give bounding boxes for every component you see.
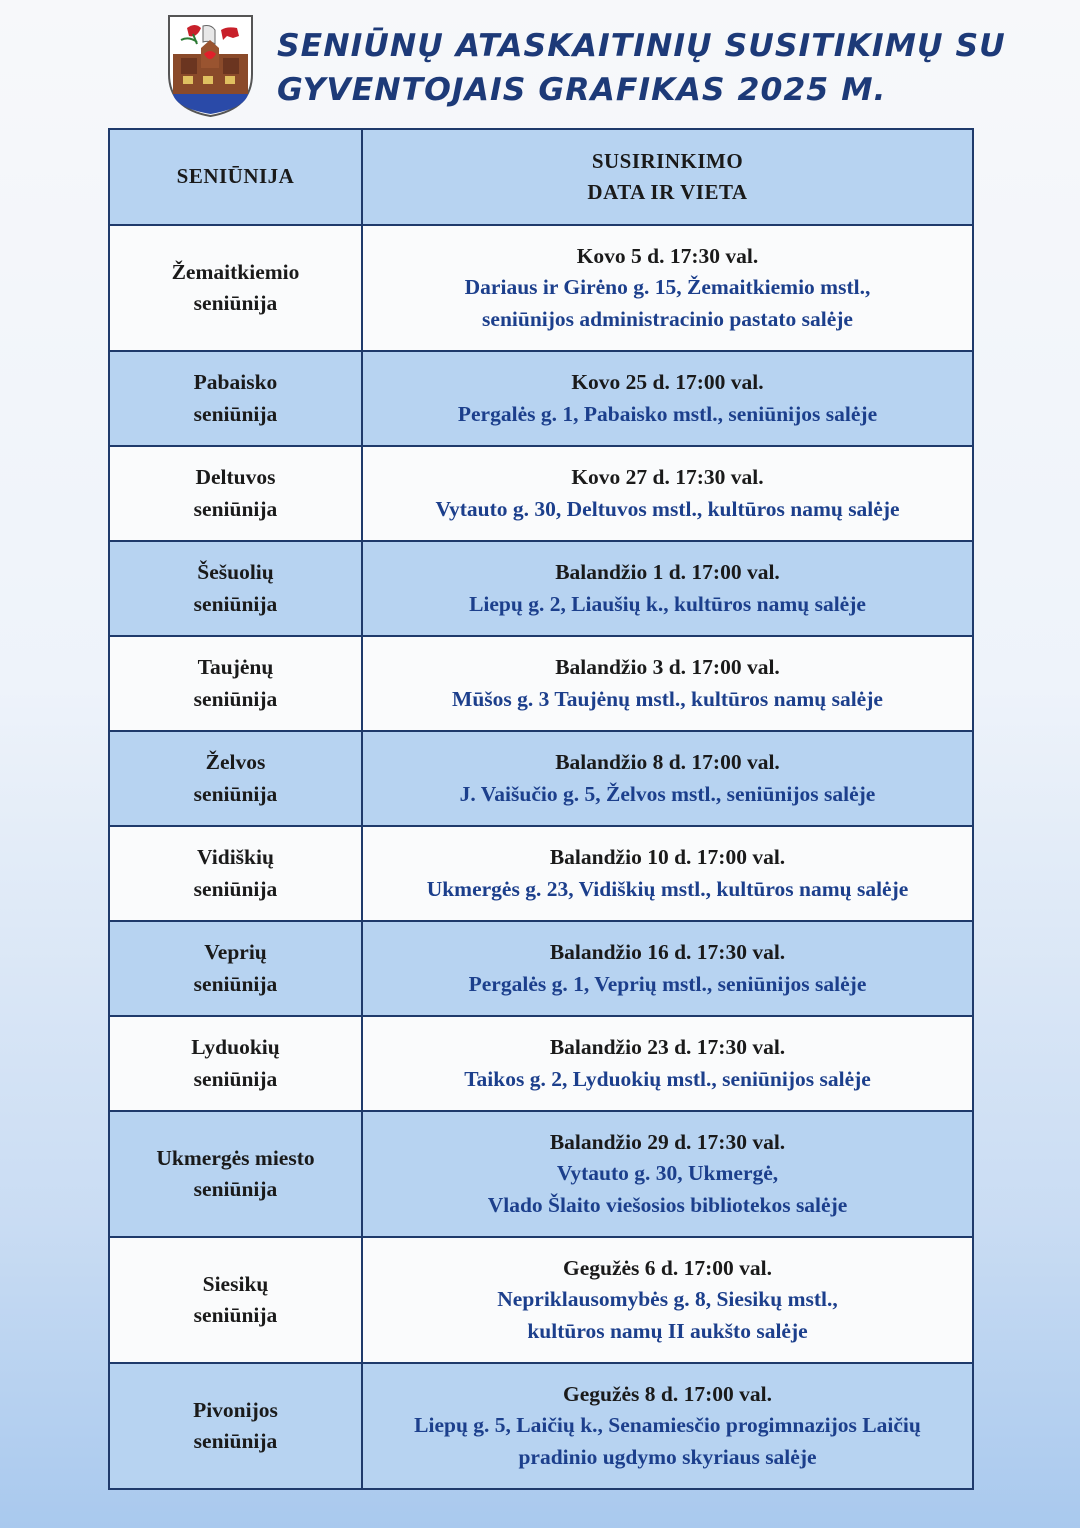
title-line-1: SENIŪNŲ ATASKAITINIŲ SUSITIKIMŲ SU (277, 28, 1006, 64)
meeting-place-line: Dariaus ir Girėno g. 15, Žemaitkiemio mstl., (464, 275, 871, 300)
meeting-place (363, 1158, 972, 1221)
meeting-date: Balandžio 8 d. 17:00 val. (555, 750, 780, 774)
table-header-row (109, 129, 973, 225)
meeting-place-line: Taikos g. 2, Lyduokių mstl., seniūnijos salėje (464, 1066, 871, 1091)
ward-suffix: seniūnija (193, 401, 278, 426)
table-row (109, 541, 973, 636)
meeting-place (363, 272, 972, 335)
meeting-place-line: Liepų g. 5, Laičių k., Senamiesčio progimnazijos Laičių (414, 1413, 921, 1438)
ward-name: Veprių (204, 940, 267, 964)
meeting-place-line: Vytauto g. 30, Ukmergė, (556, 1161, 779, 1186)
ward-cell (109, 351, 362, 446)
meeting-place (363, 589, 972, 621)
ward-cell (109, 636, 362, 731)
meeting-place (363, 684, 972, 716)
meeting-date: Gegužės 8 d. 17:00 val. (562, 1381, 773, 1406)
meeting-cell (362, 1111, 973, 1237)
meeting-cell (362, 921, 973, 1016)
table-row (109, 1363, 973, 1489)
ward-name: Vidiškių (197, 845, 274, 869)
meeting-cell (362, 225, 973, 351)
meeting-place (363, 874, 972, 906)
ward-cell (109, 1237, 362, 1363)
meeting-place-line: Pergalės g. 1, Pabaisko mstl., seniūnijos salėje (457, 401, 878, 426)
table-row (109, 1237, 973, 1363)
table-row (109, 731, 973, 826)
ward-name: Žemaitkiemio (171, 259, 300, 284)
meeting-date: Kovo 27 d. 17:30 val. (571, 465, 764, 489)
ward-suffix: seniūnija (193, 291, 278, 315)
ward-name: Lyduokių (191, 1035, 280, 1059)
table-row (109, 446, 973, 541)
ward-name: Šešuolių (197, 560, 274, 584)
meeting-place (363, 399, 972, 431)
ward-cell (109, 225, 362, 351)
ward-suffix: seniūnija (193, 686, 278, 711)
ward-suffix: seniūnija (193, 591, 278, 616)
meeting-cell (362, 1016, 973, 1111)
ward-cell (109, 921, 362, 1016)
schedule-table (108, 128, 974, 1490)
page-title (277, 24, 1006, 112)
meeting-place-line: Pergalės g. 1, Veprių mstl., seniūnijos salėje (468, 971, 867, 996)
meeting-place (363, 1064, 972, 1096)
table-row (109, 1111, 973, 1237)
header-date-place-line-1: SUSIRINKIMO (591, 148, 744, 173)
ward-suffix: seniūnija (193, 876, 278, 901)
ward-suffix: seniūnija (193, 1177, 278, 1201)
ward-suffix: seniūnija (193, 496, 278, 521)
table-row (109, 351, 973, 446)
title-line-2: GYVENTOJAIS GRAFIKAS 2025 M. (277, 72, 887, 108)
header (0, 0, 1080, 128)
ward-suffix: seniūnija (193, 1429, 278, 1453)
ward-name: Ukmergės miesto (156, 1145, 315, 1170)
meeting-place (363, 494, 972, 526)
ward-suffix: seniūnija (193, 1066, 278, 1091)
coat-of-arms-icon (167, 14, 254, 118)
meeting-place-line: Nepriklausomybės g. 8, Siesikų mstl., (497, 1287, 838, 1312)
meeting-place-line: Liepų g. 2, Liaušių k., kultūros namų salėje (469, 591, 866, 616)
meeting-cell (362, 731, 973, 826)
meeting-place-line: J. Vaišučio g. 5, Želvos mstl., seniūnijos salėje (459, 781, 876, 806)
meeting-place-line: kultūros namų II aukšto salėje (527, 1318, 808, 1343)
meeting-place-line: Mūšos g. 3 Taujėnų mstl., kultūros namų salėje (452, 686, 883, 711)
meeting-place (363, 1284, 972, 1347)
header-ward: SENIŪNIJA (109, 129, 362, 225)
meeting-date: Balandžio 16 d. 17:30 val. (549, 940, 786, 964)
table-row (109, 1016, 973, 1111)
meeting-place (363, 969, 972, 1001)
meeting-cell (362, 446, 973, 541)
table-row (109, 826, 973, 921)
table-row (109, 636, 973, 731)
ward-cell (109, 446, 362, 541)
meeting-date: Balandžio 3 d. 17:00 val. (555, 655, 780, 679)
ward-suffix: seniūnija (193, 1303, 278, 1327)
meeting-place-line: pradinio ugdymo skyriaus salėje (518, 1444, 817, 1469)
meeting-date: Gegužės 6 d. 17:00 val. (562, 1255, 773, 1280)
meeting-date: Balandžio 29 d. 17:30 val. (549, 1129, 786, 1154)
meeting-cell (362, 826, 973, 921)
ward-name: Pabaisko (193, 370, 278, 394)
ward-name: Pivonijos (193, 1397, 278, 1422)
ward-name: Siesikų (202, 1271, 269, 1296)
meeting-cell (362, 1363, 973, 1489)
meeting-cell (362, 1237, 973, 1363)
meeting-place-line: seniūnijos administracinio pastato salėje (482, 306, 853, 331)
meeting-place (363, 1410, 972, 1473)
table-row (109, 921, 973, 1016)
meeting-cell (362, 351, 973, 446)
meeting-cell (362, 636, 973, 731)
meeting-date: Kovo 25 d. 17:00 val. (571, 370, 764, 394)
header-date-place (362, 129, 973, 225)
meeting-place (363, 779, 972, 811)
ward-cell (109, 541, 362, 636)
meeting-place-line: Vlado Šlaito viešosios bibliotekos salėje (487, 1192, 848, 1217)
ward-cell (109, 1111, 362, 1237)
ward-cell (109, 1016, 362, 1111)
ward-name: Taujėnų (197, 655, 274, 679)
meeting-cell (362, 541, 973, 636)
ward-suffix: seniūnija (193, 971, 278, 996)
ward-cell (109, 1363, 362, 1489)
meeting-date: Balandžio 23 d. 17:30 val. (549, 1035, 786, 1059)
meeting-date: Balandžio 10 d. 17:00 val. (549, 845, 786, 869)
header-date-place-line-2: DATA IR VIETA (587, 180, 748, 204)
ward-cell (109, 731, 362, 826)
ward-name: Deltuvos (195, 465, 276, 489)
ward-cell (109, 826, 362, 921)
table-row (109, 225, 973, 351)
ward-name: Želvos (205, 750, 266, 774)
ward-suffix: seniūnija (193, 781, 278, 806)
meeting-date: Kovo 5 d. 17:30 val. (576, 243, 759, 268)
meeting-place-line: Ukmergės g. 23, Vidiškių mstl., kultūros namų salėje (426, 876, 909, 901)
meeting-place-line: Vytauto g. 30, Deltuvos mstl., kultūros namų salėje (435, 496, 900, 521)
meeting-date: Balandžio 1 d. 17:00 val. (555, 560, 780, 584)
